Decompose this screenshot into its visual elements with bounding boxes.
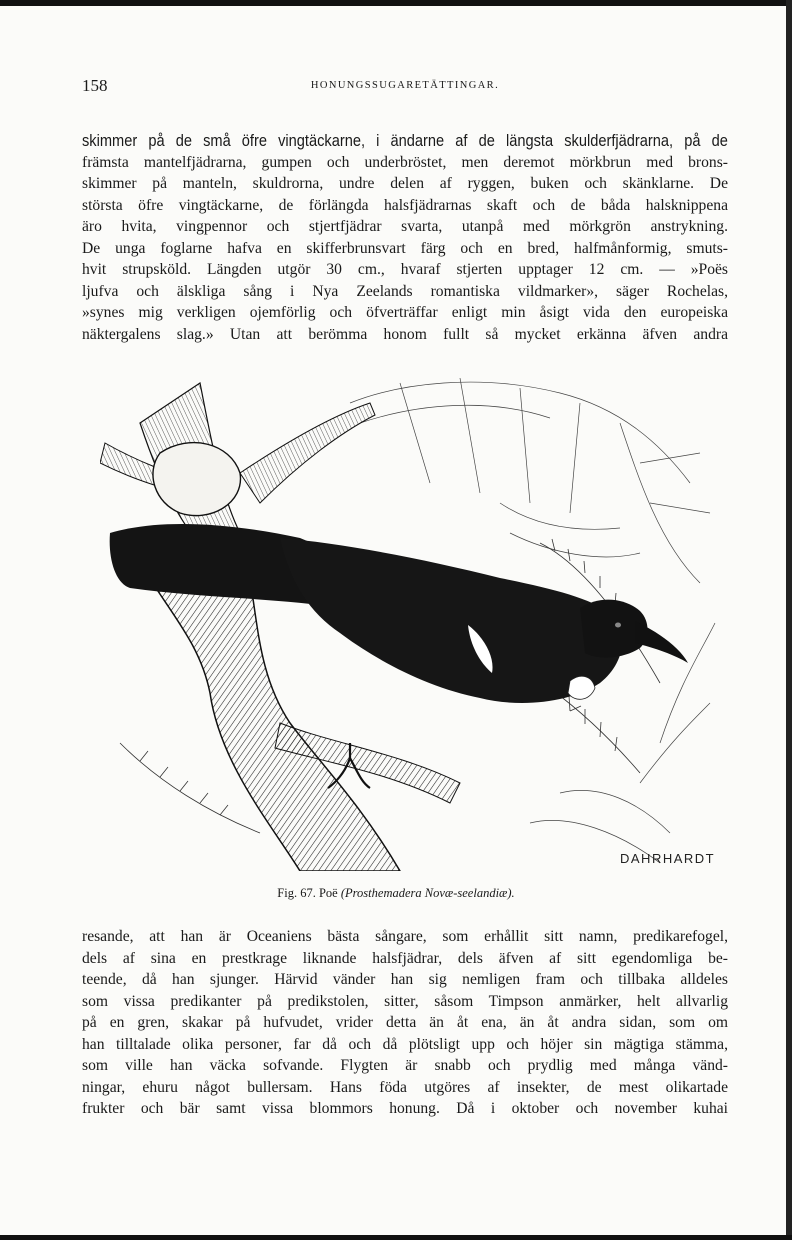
caption-common-name: Poë bbox=[318, 886, 338, 900]
page-number: 158 bbox=[82, 76, 108, 95]
engraving-svg bbox=[100, 363, 718, 871]
bird-illustration bbox=[100, 363, 718, 871]
body-text-bottom bbox=[82, 926, 728, 1120]
bird-eye bbox=[615, 623, 621, 628]
text-line: främsta mantelfjädrarna, gumpen och underbröstet, men deremot mörkbrun med brons- bbox=[82, 153, 728, 171]
bird-beak bbox=[635, 621, 688, 663]
text-line: näktergalens slag.» Utan att berömma honom fullt så mycket erkänna äfven andra bbox=[82, 325, 728, 343]
caption-figure-number: Fig. 67. bbox=[277, 886, 316, 900]
scan-border-top bbox=[0, 0, 792, 6]
text-line: ningar, ehuru något bullersam. Hans föda utgöres af insekter, de mest olikartade bbox=[82, 1078, 728, 1096]
text-line: »synes mig verkligen ojemförlig och öfverträffar enligt min åsigt vida den europeiska bbox=[82, 304, 728, 321]
text-line: äro hvita, vingpennor och stjertfjädrar svarta, utanpå med mörkgrön anstrykning. bbox=[82, 218, 728, 235]
figure-caption bbox=[0, 886, 792, 901]
text-line: skimmer på de små öfre vingtäckarne, i ändarne af de längsta skulderfjädrarna, på de bbox=[82, 131, 728, 150]
artist-signature: DAHRHARDT bbox=[620, 851, 716, 866]
text-line: på en gren, skakar på hufvudet, vrider detta än åt ena, än åt andra sidan, som om bbox=[82, 1014, 728, 1031]
branch-right bbox=[240, 403, 375, 503]
running-header bbox=[82, 76, 728, 98]
chapter-title: HONUNGSSUGARETÄTTINGAR. bbox=[310, 80, 500, 91]
knot bbox=[153, 443, 241, 516]
caption-latin-name: (Prosthemadera Novæ-seelandiæ). bbox=[340, 886, 515, 900]
text-line: som vissa predikanter på predikstolen, sitter, såsom Timpson anmärker, helt allvarlig bbox=[82, 992, 728, 1010]
text-line: De unga foglarne hafva en skifferbrunsvart färg och en bred, halfmånformig, smuts- bbox=[82, 239, 728, 257]
text-line: som ville han väcka sofvande. Flygten är snabb och prydlig med många vänd- bbox=[82, 1057, 728, 1074]
bird-body bbox=[280, 538, 622, 703]
text-line: dels af sina en prestkrage liknande halsfjädrar, dels äfven af sitt egendomliga be- bbox=[82, 949, 728, 967]
scan-border-right bbox=[786, 0, 792, 1240]
scan-border-bottom bbox=[0, 1235, 792, 1240]
body-text-top bbox=[82, 130, 728, 345]
text-line: frukter och bär samt vissa blommors honung. Då i oktober och november kuhai bbox=[82, 1100, 728, 1117]
text-line: skimmer på manteln, skuldrorna, undre delen af ryggen, buken och skänklarne. De bbox=[82, 175, 728, 192]
text-line: hvit strupsköld. Längden utgör 30 cm., hvaraf stjerten upptager 12 cm. — »Poës bbox=[82, 261, 728, 278]
text-line: resande, att han är Oceaniens bästa sångare, som erhållit sitt namn, predikarefogel, bbox=[82, 928, 728, 945]
text-line: största öfre vingtäckarne, de förlängda halsfjädrarnas skaft och de båda halsknippena bbox=[82, 196, 728, 214]
throat-tuft bbox=[568, 676, 595, 699]
text-line: teende, då han sjunger. Härvid vänder han sig nemligen fram och tillbaka alldeles bbox=[82, 971, 728, 988]
text-line: han tilltalade olika personer, far då och då plötsligt upp och höjer sin mägtiga stämma, bbox=[82, 1035, 728, 1053]
text-line: ljufva och älskliga sång i Nya Zeelands romantiska vildmarker», säger Rochelas, bbox=[82, 282, 728, 300]
